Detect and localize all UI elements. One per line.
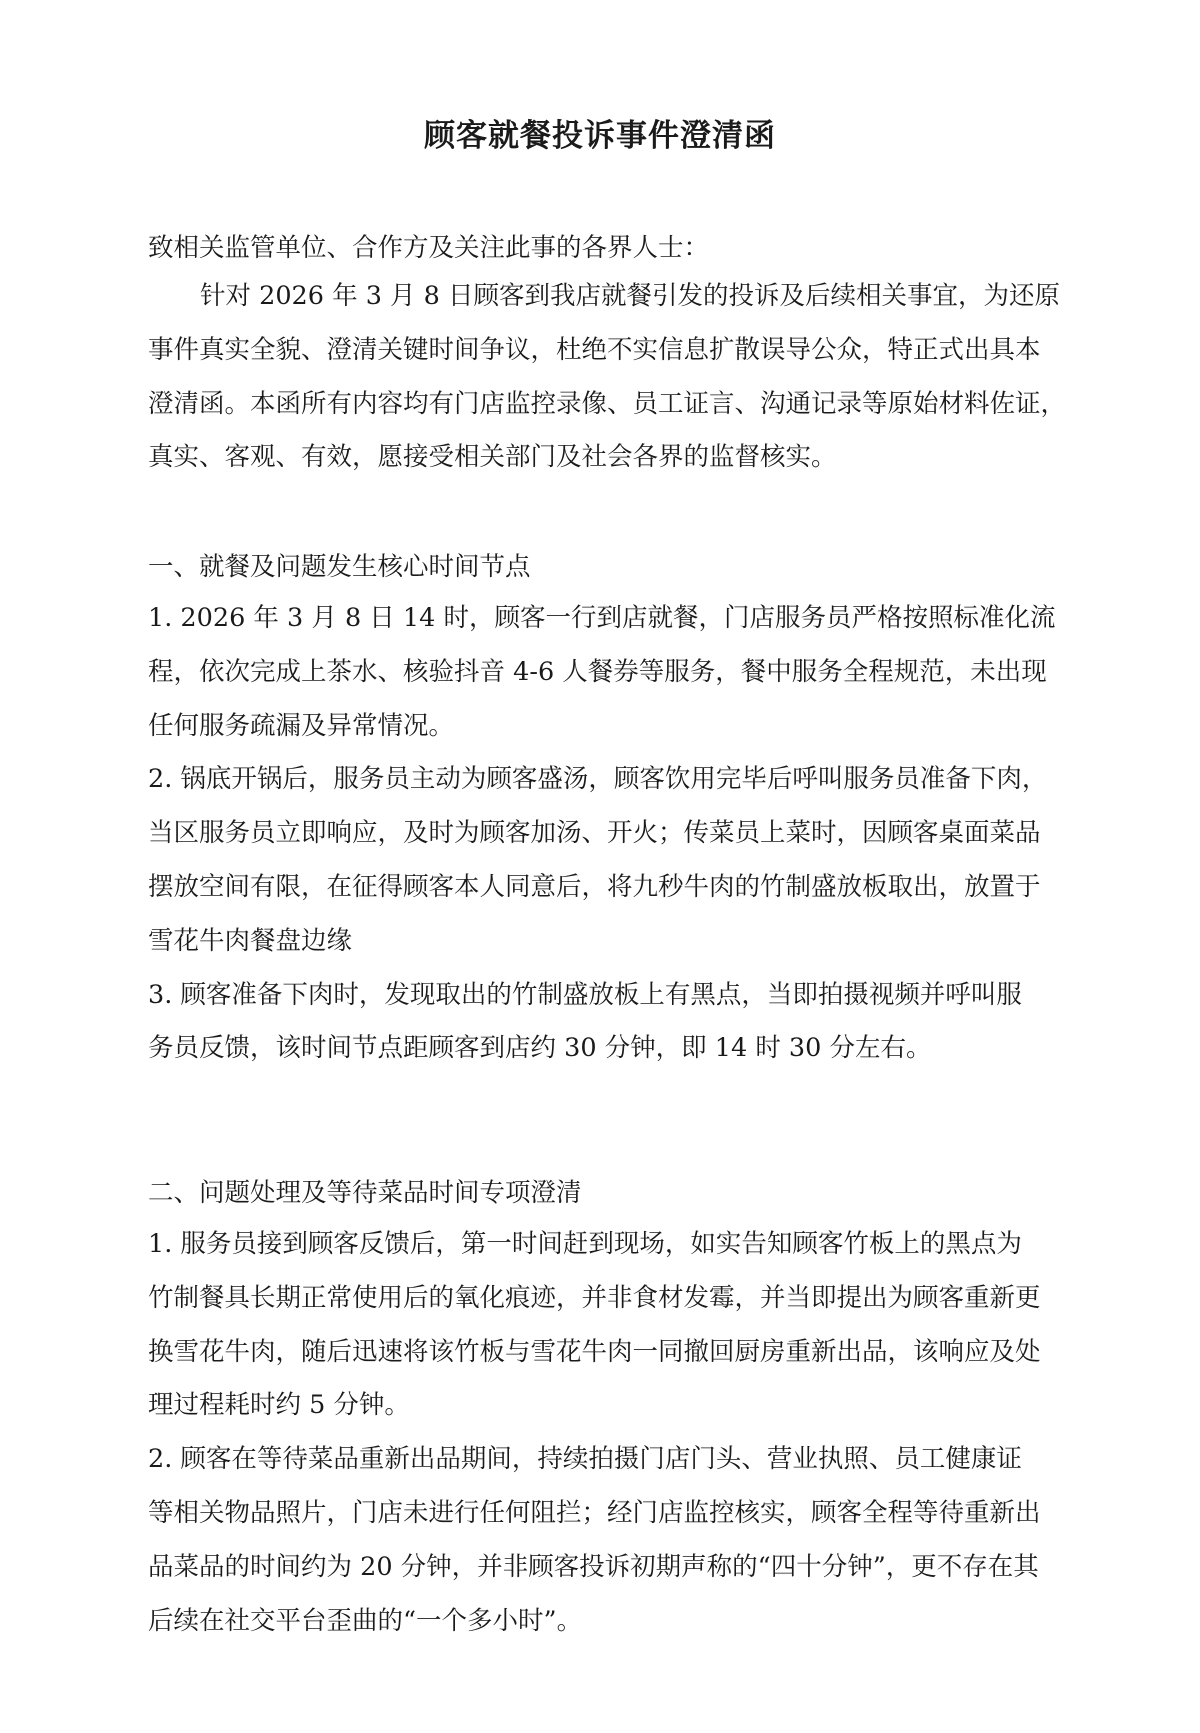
intro-line: 针对 2026 年 3 月 8 日顾客到我店就餐引发的投诉及后续相关事宜，为还原 xyxy=(200,281,1060,311)
section-2-line: 竹制餐具长期正常使用后的氧化痕迹，并非食材发霉，并当即提出为顾客重新更 xyxy=(148,1282,1041,1313)
section-1-heading-block xyxy=(148,541,1080,595)
section-2-heading: 二、问题处理及等待菜品时间专项澄清 xyxy=(148,1178,582,1208)
section-1-line: 2. 锅底开锅后，服务员主动为顾客盛汤，顾客饮用完毕后呼叫服务员准备下肉， xyxy=(148,764,1048,795)
section-1-line: 任何服务疏漏及异常情况。 xyxy=(148,710,455,741)
section-2-line: 1. 服务员接到顾客反馈后，第一时间赶到现场，如实告知顾客竹板上的黑点为 xyxy=(148,1229,1022,1259)
salutation xyxy=(148,222,1080,276)
intro-paragraph xyxy=(148,270,1080,485)
section-2-line: 理过程耗时约 5 分钟。 xyxy=(148,1390,410,1421)
section-1-line: 务员反馈，该时间节点距顾客到店约 30 分钟，即 14 时 30 分左右。 xyxy=(148,1033,932,1064)
section-2-heading-block xyxy=(148,1167,1080,1221)
section-1-line: 3. 顾客准备下肉时，发现取出的竹制盛放板上有黑点，当即拍摄视频并呼叫服 xyxy=(148,979,1022,1010)
section-1-line: 程，依次完成上茶水、核验抖音 4-6 人餐券等服务，餐中服务全程规范，未出现 xyxy=(148,656,1047,687)
section-1-body xyxy=(148,592,1080,1076)
section-2-line: 后续在社交平台歪曲的“一个多小时”。 xyxy=(148,1605,583,1636)
section-2-line: 等相关物品照片，门店未进行任何阻拦；经门店监控核实，顾客全程等待重新出 xyxy=(148,1497,1041,1528)
intro-line: 真实、客观、有效，愿接受相关部门及社会各界的监督核实。 xyxy=(148,442,837,473)
salutation-line: 致相关监管单位、合作方及关注此事的各界人士： xyxy=(148,233,710,263)
section-1-line: 当区服务员立即响应，及时为顾客加汤、开火；传菜员上菜时，因顾客桌面菜品 xyxy=(148,818,1041,849)
section-2-body xyxy=(148,1218,1080,1648)
section-2-line: 品菜品的时间约为 20 分钟，并非顾客投诉初期声称的“四十分钟”，更不存在其 xyxy=(148,1551,1039,1582)
section-2-line: 换雪花牛肉，随后迅速将该竹板与雪花牛肉一同撤回厨房重新出品，该响应及处 xyxy=(148,1336,1041,1367)
section-2-line: 2. 顾客在等待菜品重新出品期间，持续拍摄门店门头、营业执照、员工健康证 xyxy=(148,1444,1022,1475)
section-1-line: 摆放空间有限，在征得顾客本人同意后，将九秒牛肉的竹制盛放板取出，放置于 xyxy=(148,871,1041,902)
intro-line: 事件真实全貌、澄清关键时间争议，杜绝不实信息扩散误导公众，特正式出具本 xyxy=(148,334,1041,365)
document-title: 顾客就餐投诉事件澄清函 xyxy=(424,118,776,154)
section-1-line: 1. 2026 年 3 月 8 日 14 时，顾客一行到店就餐，门店服务员严格按照标准化流 xyxy=(148,603,1056,633)
section-1-heading: 一、就餐及问题发生核心时间节点 xyxy=(148,552,531,582)
intro-line: 澄清函。本函所有内容均有门店监控录像、员工证言、沟通记录等原始材料佐证， xyxy=(148,388,1067,419)
section-1-line: 雪花牛肉餐盘边缘 xyxy=(148,925,353,956)
